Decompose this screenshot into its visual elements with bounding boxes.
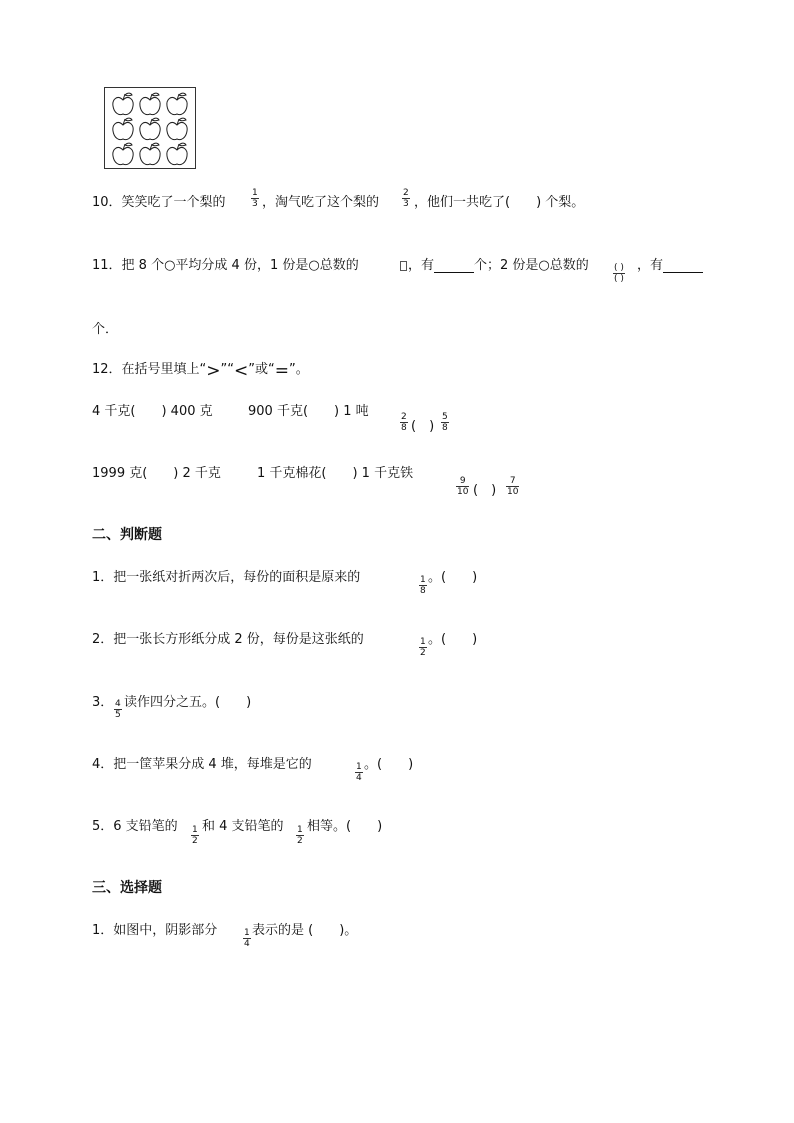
q12-sep: ”“: [220, 362, 235, 377]
q11-blank-1[interactable]: [434, 260, 474, 273]
q10-text: 10．笑笑吃了一个梨的: [92, 195, 226, 210]
apple-icon: [140, 93, 160, 115]
question-10: [92, 191, 226, 210]
apple-icon: [140, 143, 160, 165]
j5-num-1: 1: [192, 825, 198, 835]
j1-num: 1: [420, 575, 426, 585]
q12-row2-b: 1 千克棉花( ) 1 千克铁: [257, 466, 414, 481]
q11-box-symbol: [400, 258, 407, 273]
question-12: [92, 358, 309, 381]
j2-den: 2: [420, 648, 426, 658]
question-11: 11．把 8 个○平均分成 4 份，1 份是○总数的: [92, 258, 359, 273]
q12-gt: >: [206, 361, 221, 381]
q11-end-text: ，有: [637, 258, 664, 273]
judge-2-fraction: [419, 637, 427, 658]
j5-num-2: 1: [297, 825, 303, 835]
apple-icon: [113, 118, 133, 140]
q12-f2-compare: ( ): [473, 483, 497, 498]
apple-icon: [167, 93, 187, 115]
q11-line2: 个．: [92, 322, 119, 337]
section-3-title: 三、选择题: [92, 880, 162, 896]
q12-frac-9-10: [456, 476, 469, 497]
judge-3-end: 读作四分之五。( ): [124, 695, 252, 710]
q12-frac-5-8: [441, 412, 449, 433]
judge-4-fraction: [355, 762, 363, 783]
j1-den: 8: [420, 586, 426, 596]
judge-5-fraction-1: [191, 825, 199, 846]
j5-den-2: 2: [297, 836, 303, 846]
q10-f1-num: 1: [252, 188, 258, 198]
q11-mid-text: ，有: [408, 258, 435, 273]
j3-den: 5: [115, 710, 121, 720]
judge-5-mid: 和 4 支铅笔的: [202, 819, 284, 834]
q12-row1-a: 4 千克( ) 400 克: [92, 404, 213, 419]
judge-3: 3．: [92, 695, 114, 710]
q12-f1-d1: 8: [401, 423, 407, 433]
j2-num: 1: [420, 637, 426, 647]
q12-f1-n2: 5: [442, 412, 448, 422]
q12-f1-n1: 2: [401, 412, 407, 422]
judge-1-end: 。( ): [428, 570, 478, 585]
q12-f2-n2: 7: [509, 476, 516, 486]
apple-picture: [104, 87, 196, 169]
judge-4-end: 。( ): [364, 757, 414, 772]
judge-1-fraction: [419, 575, 427, 596]
q12-row1-b: 900 千克( ) 1 吨: [248, 404, 369, 419]
apple-icon: [113, 93, 133, 115]
apple-icon: [167, 118, 187, 140]
choice-1: 1．如图中，阴影部分: [92, 923, 218, 938]
q12-f1-compare: ( ): [411, 419, 435, 434]
apple-icon: [140, 118, 160, 140]
q12-frac-2-8: [400, 412, 408, 433]
judge-4: 4．把一筐苹果分成 4 堆，每堆是它的: [92, 757, 312, 772]
q11-fraction-2: [613, 263, 625, 284]
q12-f2-d1: 10: [457, 487, 469, 497]
q10-mid: ，淘气吃了这个梨的: [262, 195, 380, 210]
q10-fraction-2: [402, 188, 410, 209]
q12-f1-d2: 8: [442, 423, 448, 433]
section-2-title: 二、判断题: [92, 527, 162, 543]
j4-den: 4: [356, 773, 362, 783]
q11-mid2-text: 个；2 份是○总数的: [474, 258, 589, 273]
q11-mid: [408, 254, 589, 273]
q12-eq: =: [274, 361, 289, 381]
j4-num: 1: [356, 762, 362, 772]
q11-f2-num: ( ): [614, 263, 624, 273]
c1-num: 1: [244, 928, 250, 938]
judge-5-fraction-2: [296, 825, 304, 846]
q12-or: ”或“: [248, 362, 275, 377]
q12-end: ”。: [289, 362, 309, 377]
judge-1: 1．把一张纸对折两次后，每份的面积是原来的: [92, 570, 361, 585]
q10-f2-num: 2: [403, 188, 409, 198]
q10-f1-den: 3: [252, 199, 258, 209]
q12-text: 12．在括号里填上“: [92, 362, 207, 377]
q12-f2-n1: 9: [459, 476, 466, 486]
judge-2-end: 。( ): [428, 632, 478, 647]
q12-f2-d2: 10: [507, 487, 519, 497]
q10-f2-den: 3: [403, 199, 409, 209]
q12-frac-7-10: [506, 476, 519, 497]
q11-f2-den: ( ): [614, 274, 624, 284]
choice-1-fraction: [243, 928, 251, 949]
judge-5: 5．6 支铅笔的: [92, 819, 178, 834]
q11-end: [637, 254, 703, 273]
judge-2: 2．把一张长方形纸分成 2 份，每份是这张纸的: [92, 632, 364, 647]
judge-5-end: 相等。( ): [307, 819, 383, 834]
j3-num: 4: [115, 699, 121, 709]
c1-den: 4: [244, 939, 250, 949]
apple-icon: [167, 143, 187, 165]
q11-blank-2[interactable]: [663, 260, 703, 273]
apple-grid-illustration: [105, 88, 195, 168]
apple-icon: [113, 143, 133, 165]
choice-1-end: 表示的是 ( )。: [252, 923, 358, 938]
q10-end: ，他们一共吃了( ) 个梨。: [414, 195, 585, 210]
q12-row2-a: 1999 克( ) 2 千克: [92, 466, 221, 481]
q10-fraction-1: [251, 188, 259, 209]
q12-lt: <: [234, 361, 249, 381]
judge-3-fraction: [114, 699, 122, 720]
j5-den-1: 2: [192, 836, 198, 846]
